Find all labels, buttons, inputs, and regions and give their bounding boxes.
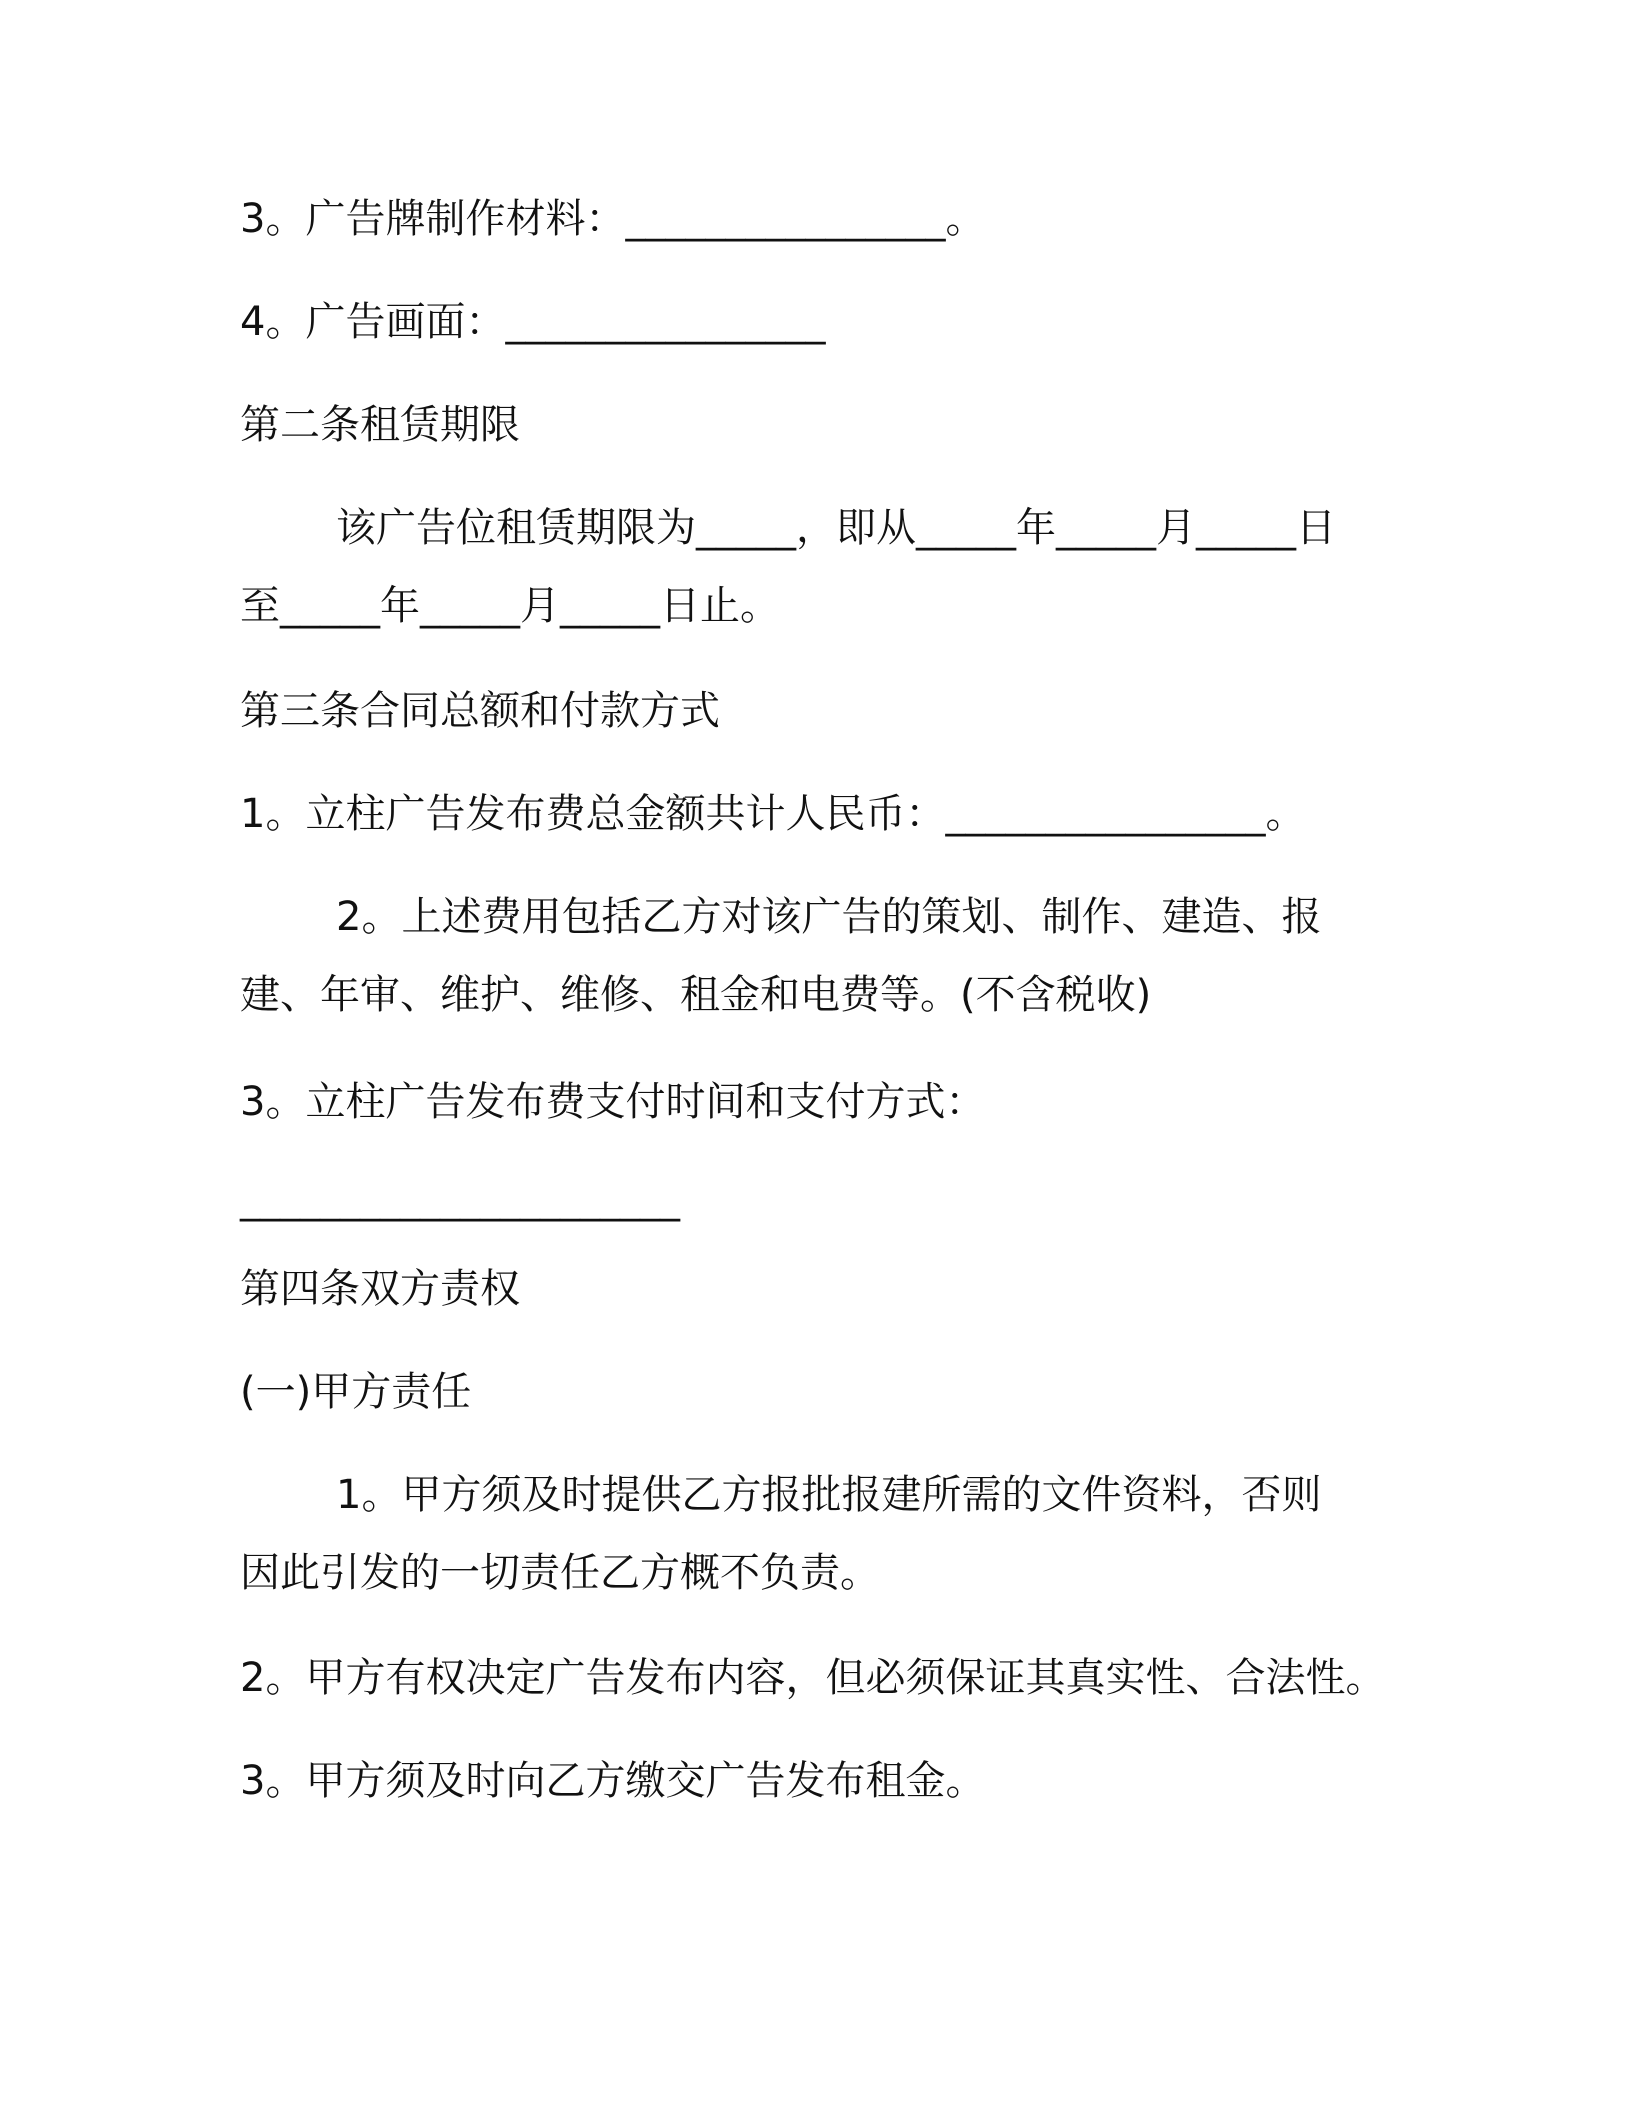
heading-article-4: 第四条双方责权	[240, 1266, 520, 1312]
paragraph-ad-picture: 4。广告画面：________________	[240, 299, 826, 345]
paragraph-lease-term: 该广告位租赁期限为_____，即从_____年_____月_____日至_____年_____月_____日止。	[240, 505, 1336, 629]
heading-article-3: 第三条合同总额和付款方式	[240, 688, 720, 734]
paragraph-fee-scope: 2。上述费用包括乙方对该广告的策划、制作、建造、报建、年审、维护、维修、租金和电费等。(不含税收)	[240, 894, 1322, 1018]
paragraph-payment-blank: ______________________	[240, 1176, 680, 1222]
paragraph-payment-method: 3。立柱广告发布费支付时间和支付方式：	[240, 1079, 986, 1125]
heading-party-a-duties: (一)甲方责任	[240, 1369, 472, 1415]
paragraph-duty-2: 2。甲方有权决定广告发布内容，但必须保证其真实性、合法性。	[240, 1655, 1386, 1701]
paragraph-material: 3。广告牌制作材料：________________。	[240, 196, 986, 242]
paragraph-duty-3: 3。甲方须及时向乙方缴交广告发布租金。	[240, 1758, 986, 1804]
heading-article-2: 第二条租赁期限	[240, 402, 520, 448]
paragraph-total-amount: 1。立柱广告发布费总金额共计人民币：________________。	[240, 791, 1306, 837]
paragraph-duty-1: 1。甲方须及时提供乙方报批报建所需的文件资料，否则因此引发的一切责任乙方概不负责。	[240, 1472, 1322, 1596]
